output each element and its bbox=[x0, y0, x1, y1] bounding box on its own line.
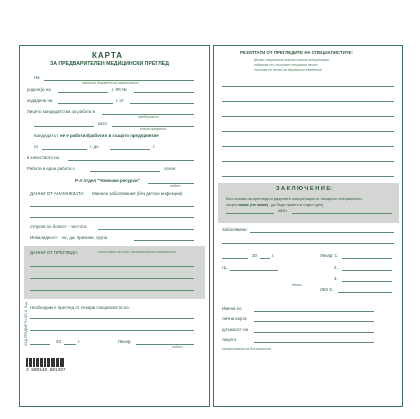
need-label: Необходим е преглед от лекари специалисти по: bbox=[30, 305, 130, 310]
result-line-7[interactable] bbox=[222, 176, 394, 177]
exam-line-1[interactable] bbox=[30, 266, 194, 267]
enterprise-caption: предприятие bbox=[138, 115, 159, 119]
doctor-sign-line[interactable] bbox=[136, 344, 194, 345]
sick-leave-line[interactable] bbox=[98, 229, 194, 230]
hr-signature-caption: подпис bbox=[170, 184, 181, 188]
sick-leave-label: отпуски по болест - честота: bbox=[30, 224, 88, 229]
exam-caption: отсъствие на съпр. патологичните отклонения bbox=[98, 250, 176, 254]
exam-line-2[interactable] bbox=[30, 278, 194, 279]
date-year: г. bbox=[78, 339, 81, 344]
doctor-1-line[interactable] bbox=[342, 258, 392, 259]
exam-label: ДАННИ ОТ ПРЕГЛЕДА: bbox=[30, 250, 79, 255]
lk-line[interactable] bbox=[338, 292, 392, 293]
candidate-label: Лицето кандидатства за работа в bbox=[27, 109, 96, 114]
result-line-2[interactable] bbox=[222, 101, 394, 102]
doctor-3-label: 3. bbox=[334, 276, 338, 281]
conclusion-bold: може (не може) bbox=[239, 202, 269, 207]
to-line[interactable] bbox=[110, 149, 150, 150]
conclusion-as-label: като bbox=[278, 208, 287, 213]
sick-line-1[interactable] bbox=[250, 232, 394, 233]
anamnesis-line-1[interactable] bbox=[30, 206, 194, 207]
side-code: ИЗД.ПРЕДМЕТИ ОЛ 11 Изд. bbox=[24, 301, 28, 346]
result-line-6[interactable] bbox=[222, 161, 394, 162]
doctor-1-label: Лекар: 1. bbox=[320, 253, 339, 258]
results-title: РЕЗУЛТАТИ ОТ ПРЕГЛЕДИТЕ НА СПЕЦИАЛИСТИТЕ: bbox=[240, 50, 353, 55]
conclusion-text-3: да бъде прието в отдел (цех) bbox=[271, 202, 324, 207]
position-label: в качеството на bbox=[27, 155, 59, 160]
receiver-name-label: Имена по bbox=[222, 306, 242, 311]
position-line[interactable] bbox=[68, 160, 194, 161]
sick-label: Заболяване: bbox=[222, 227, 248, 232]
date-label: 20 bbox=[56, 339, 61, 344]
result-line-3[interactable] bbox=[222, 116, 394, 117]
city-line[interactable] bbox=[230, 270, 278, 271]
card-label: Работи в една работа с bbox=[27, 166, 75, 171]
born-label: роден(а) на bbox=[27, 87, 51, 92]
receiver-position-label: длъжност на bbox=[222, 327, 248, 332]
disability-line[interactable] bbox=[134, 240, 194, 241]
issued-label: издадена на bbox=[27, 98, 53, 103]
name-label: На bbox=[34, 75, 40, 80]
receiver-id-line[interactable] bbox=[254, 321, 374, 322]
specialist-results-card bbox=[213, 45, 403, 407]
conclusion-dept-line[interactable] bbox=[226, 213, 274, 214]
doctor-2-line[interactable] bbox=[342, 270, 392, 271]
receiver-name-line[interactable] bbox=[254, 311, 374, 312]
receiver-sign-label: лицето bbox=[222, 337, 237, 342]
card-subtitle: ЗА ПРЕДВАРИТЕЛЕН МЕДИЦИНСКИ ПРЕГЛЕД bbox=[50, 61, 169, 67]
doctor-3-line[interactable] bbox=[342, 281, 392, 282]
date-day-line[interactable] bbox=[30, 344, 50, 345]
issued-by-line[interactable] bbox=[130, 103, 194, 104]
doctor-2-label: 2. bbox=[334, 265, 338, 270]
candidates-label: Кандидатът bbox=[34, 133, 59, 138]
preliminary-exam-card bbox=[19, 45, 210, 407]
barcode-digits: 3 800146 801397 bbox=[26, 368, 66, 373]
egn-line[interactable] bbox=[134, 92, 194, 93]
as-label: като bbox=[98, 121, 107, 126]
from-label: от bbox=[34, 144, 39, 149]
year-suffix: г. bbox=[153, 144, 156, 149]
receiver-id-label: лична карта bbox=[222, 316, 247, 321]
card-title: КАРТА bbox=[92, 51, 124, 60]
receiver-sign-line[interactable] bbox=[254, 342, 374, 343]
need-line-2[interactable] bbox=[30, 330, 194, 331]
need-line-1[interactable] bbox=[30, 318, 194, 319]
lk-label: ЛКК 3. bbox=[320, 287, 333, 292]
disability-value: не, да, причини, група bbox=[62, 235, 108, 240]
issued-line[interactable] bbox=[58, 103, 113, 104]
doctor-label: Лекар: bbox=[118, 339, 132, 344]
stamp-label: печат bbox=[292, 283, 302, 287]
born-line[interactable] bbox=[58, 92, 108, 93]
r-date-year-line[interactable] bbox=[260, 258, 270, 259]
from-to: г. до bbox=[90, 144, 99, 149]
r-date-year: г. bbox=[272, 253, 275, 258]
anamnesis-label: ДАННИ ОТ АНАМНЕЗАТА: bbox=[30, 191, 85, 196]
card-line[interactable] bbox=[90, 171, 160, 172]
results-note-3: постави се печат на здравното заведение bbox=[254, 68, 322, 72]
card-suffix: сезон bbox=[164, 166, 176, 171]
candidates-value: не е работил/работил в същото предприятие bbox=[60, 133, 159, 138]
as-prefix-line[interactable] bbox=[34, 126, 94, 127]
name-caption: имена по документ за самоличност bbox=[82, 81, 139, 85]
anamnesis-value: Минали заболявания (без детски инфекции) bbox=[92, 191, 183, 196]
disability-label: Инвалидност: bbox=[30, 235, 59, 240]
conclusion-as-line[interactable] bbox=[292, 213, 392, 214]
conclusion-text-1: Въз основа на прегледа и дадените консултации от лекарите специалисти, bbox=[226, 196, 363, 201]
hr-text: Р-л отдел "Човешки ресурси" bbox=[75, 178, 140, 183]
r-date-label: 20 bbox=[252, 253, 257, 258]
result-line-1[interactable] bbox=[222, 86, 394, 87]
results-note-2: подписва се и поставя специална печат bbox=[254, 63, 318, 67]
r-date-day-line[interactable] bbox=[222, 258, 248, 259]
issued-year: г. от bbox=[116, 98, 124, 103]
result-line-5[interactable] bbox=[222, 146, 394, 147]
result-line-4[interactable] bbox=[222, 131, 394, 132]
conclusion-text-2: лицето bbox=[226, 202, 239, 207]
barcode bbox=[26, 358, 64, 367]
doctor-caption: подпис bbox=[172, 345, 183, 349]
conclusion-title: З А К Л Ю Ч Е Н И Е: bbox=[276, 186, 332, 192]
date-year-line[interactable] bbox=[64, 344, 76, 345]
profession-caption: точна професия bbox=[140, 127, 166, 131]
results-note-1: (Всеки специалист вписва своите консултации, bbox=[254, 58, 331, 62]
sick-line-2[interactable] bbox=[222, 243, 394, 244]
city-label: гр. bbox=[222, 265, 228, 270]
receiver-position-line[interactable] bbox=[254, 332, 374, 333]
from-line[interactable] bbox=[42, 149, 87, 150]
receiver-caption: Наименование на длъжността bbox=[222, 347, 271, 351]
exam-line-3[interactable] bbox=[30, 290, 194, 291]
egn-label: г. ЛК № bbox=[112, 87, 127, 92]
anamnesis-line-2[interactable] bbox=[30, 217, 194, 218]
